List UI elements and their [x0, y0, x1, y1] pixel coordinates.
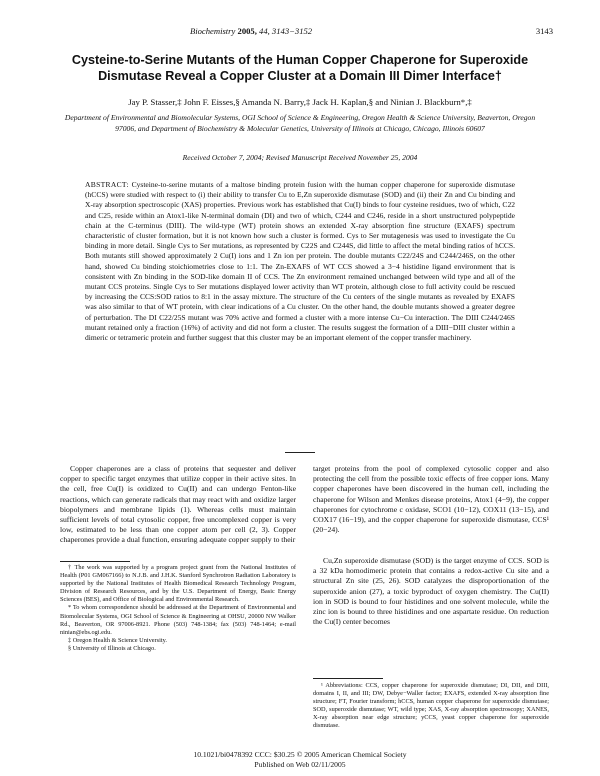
intro-paragraph-2: Cu,Zn superoxide dismutase (SOD) is the target enzyme of CCS. SOD is a 32 kDa homodimeric protein that contains a redox-active Cu site and a structural Zn site (25, 26). SOD catalyzes the disproportionation of the superoxide anion (27), a toxic byproduct of oxygen chemistry. The Cu(II) ion in SOD is bound to four histidines and one solvent molecule, while the zinc ion is bound to three histidines and one aspartate residue. On reduction the Cu(I) center becomes: [313, 556, 549, 627]
section-divider: [285, 452, 315, 453]
page-footer: [0, 750, 600, 769]
journal-volume: 44,: [259, 26, 270, 36]
abbreviations-text: ¹ Abbreviations: CCS, copper chaperone for superoxide dismutase; DI, DII, and DIII, domains I, II, and III; DW, Debye−Waller factor; EXAFS, extended X-ray absorption fine structure; FT, Fourier transform; hCCS, human copper chaperone for superoxide dismutase; SOD, superoxide dismutase; WT, wild type; XAS, X-ray absorption spectroscopy; XANES, X-ray absorption near edge structure; yCCS, yeast copper chaperone for superoxide dismutase.: [313, 682, 549, 730]
affiliation: Department of Environmental and Biomolecular Systems, OGI School of Science & Engineering, Oregon Health & Science University, Beaverton, Oregon 97006, and Department of Biochemistry & Molecular Genetics, University of Illinois at Chicago, Chicago, Illinois 60607: [64, 113, 536, 133]
footnote-affiliation-2: § University of Illinois at Chicago.: [68, 644, 156, 652]
journal-year: 2005,: [237, 26, 257, 36]
intro-paragraph-1: Copper chaperones are a class of proteins that sequester and deliver copper to specific target enzymes that utilize copper in their active sites. In the cell, free Cu(I) is oxidized to Cu(II) and can undergo Fenton-like reactions, which can generate radicals that may react with and oxidize larger biopolymers and membrane lipids (1). Whereas cells must maintain sufficient levels of total cytosolic copper, free uncomplexed copper is very low, estimated to be less than one copper atom per cell (2, 3). Copper chaperones provide a dual function, ensuring adequate copper supply to their: [60, 464, 296, 545]
body-column-right-top: [313, 464, 549, 535]
abstract-label: ABSTRACT:: [85, 180, 129, 189]
footnote-funding: † The work was supported by a program project grant from the National Institutes of Health (P01 GM067166) to N.J.B. and J.H.K. Stanford Synchrotron Radiation Laboratory is supported by the National Institutes of Health Biomedical Research Technology Program, Division of Research Resources, and by the U.S. Department of Energy, Basic Energy Sciences (BES), and Office of Biological and Environmental Research.: [60, 564, 296, 604]
intro-paragraph-1-continued: target proteins from the pool of complexed cytosolic copper and also protecting the cell from the possible toxic effects of free copper ions. Many copper chaperones have been discovered in the human cell, including the chaperone for Wilson and Menkes disease proteins, Atox1 (4−9), the copper chaperones for cytochrome c oxidase, SCO1 (10−12), COX11 (13−15), and COX17 (16−19), and the copper chaperone for superoxide dismutase, CCS¹ (20−24).: [313, 464, 549, 535]
abstract: [85, 180, 515, 343]
footnotes-left: [60, 564, 296, 653]
received-dates: Received October 7, 2004; Revised Manuscript Received November 25, 2004: [182, 153, 418, 162]
journal-citation: [190, 26, 312, 36]
journal-name: Biochemistry: [190, 26, 236, 36]
footnote-divider-left: [60, 561, 130, 562]
footnote-divider-right: [313, 678, 383, 679]
abstract-text: Cysteine-to-serine mutants of a maltose binding protein fusion with the human copper chaperone for superoxide dismutase (hCCS) were studied with respect to (i) their ability to transfer Cu to E,Zn superoxide dismutase (SOD) and (ii) their Zn and Cu binding and X-ray absorption spectroscopic (XAS) properties. Previous work has established that Cu(I) binds to four cysteine residues, two of which, C22 and C25, reside within an Atox1-like N-terminal domain (DI) and two of which, C244 and C246, reside in a short unstructured polypeptide chain at the C-terminus (DIII). The wild-type (WT) protein shows an extended X-ray absorption fine structure (EXAFS) spectrum characteristic of cluster formation, but it is not known how such a cluster is formed. Cys to Ser mutagenesis was used to investigate the Cu binding in more detail. Single Cys to Ser mutations, as represented by C22S and C244S, did little to affect the metal binding ratios of hCCS. Both mutants still showed approximately 2 Cu(I) ions and 1 Zn ion per protein. The double mutants C22/24S and C244/246S, on the other hand, showed Cu binding stoichiometries close to 1:1. The Zn-EXAFS of WT CCS showed a 3−4 histidine ligand environment that is consistent with Zn binding in the SOD-like domain II of CCS. The Zn environment remained unchanged between wild type and all of the mutant CCS proteins. Single Cys to Ser mutations displayed lower activity than WT protein, although close to full activity could be rescued by increasing the CCS:SOD ratios to 8:1 in the assay mixture. The structure of the Cu centers of the single mutants as revealed by EXAFS was also similar to that of WT protein, with clear indications of a Cu cluster. On the other hand, the double mutants showed a greater degree of perturbation. The DI C22/25S mutant was 70% active and formed a cluster with a more intense Cu−Cu interaction. The DIII C244/246S mutant retained only a fraction (16%) of activity and did not form a cluster. The results suggest the formation of a DIII−DIII cluster within a dimeric or tetrameric protein and further suggest that this cluster may be an important element of the copper transfer machinery.: [85, 180, 515, 343]
footnote-correspondence: * To whom correspondence should be addressed at the Department of Environmental and Biomolecular Systems, OGI School of Science & Engineering at OHSU, 20000 NW Walker Rd., Beaverton, OR 97006-8921. Phone (503) 748-1384; fax (503) 748-1464; e-mail ninian@ebs.ogi.edu.: [60, 604, 296, 636]
author-list: Jay P. Stasser,‡ John F. Eisses,§ Amanda N. Barry,‡ Jack H. Kaplan,§ and Ninian J. Blackburn*,‡: [128, 97, 472, 107]
publication-date: Published on Web 02/11/2005: [254, 759, 346, 769]
page-number: 3143: [535, 26, 553, 36]
body-column-right-middle: [313, 556, 549, 627]
journal-pages: 3143−3152: [271, 26, 313, 36]
footnote-abbreviations: [313, 682, 549, 731]
article-title: Cysteine-to-Serine Mutants of the Human Copper Chaperone for Superoxide Dismutase Reveal a Copper Cluster at a Domain III Dimer Interface†: [71, 53, 529, 83]
footnote-affiliation-1: ‡ Oregon Health & Science University.: [68, 636, 167, 644]
body-column-left: [60, 464, 296, 546]
doi-line: 10.1021/bi0478392 CCC: $30.25 © 2005 American Chemical Society: [193, 750, 407, 759]
